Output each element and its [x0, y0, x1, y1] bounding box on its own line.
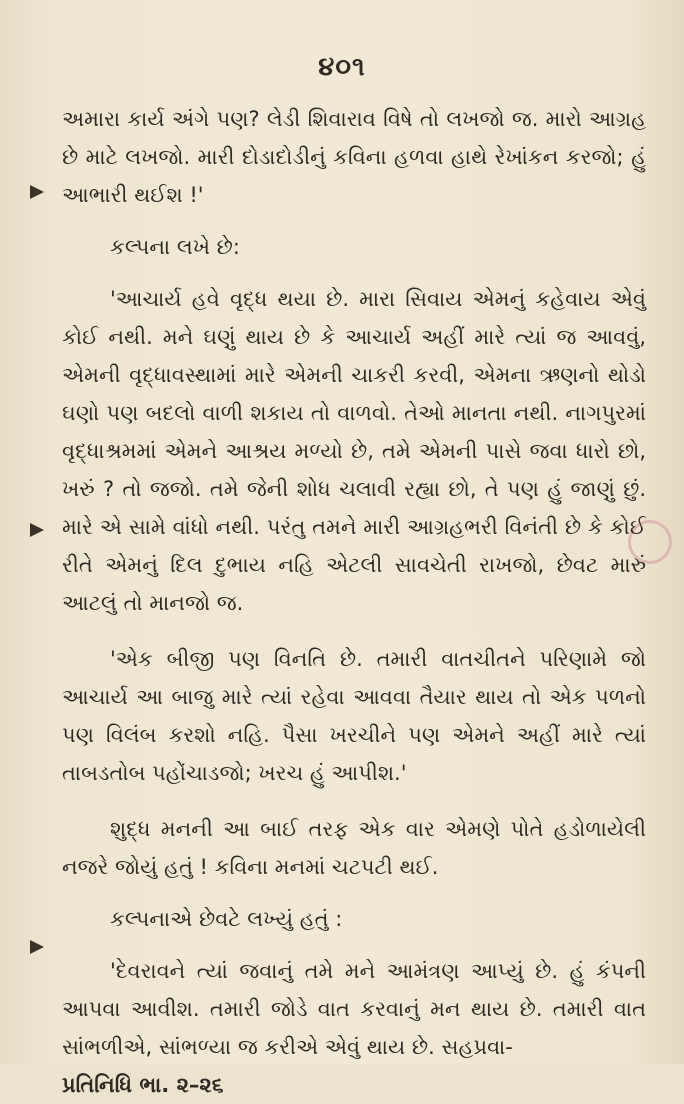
paragraph-7: 'દેવરાવને ત્યાં જવાનું તમે મને આમંત્રણ આપ્યું છે. હું કંપની આપવા આવીશ. તમારી જોડે વાત કરવાનું મન થાય છે. તમારી વાત સાંભળીએ, સાંભળ્યા જ કરીએ એવું થાય છે. સહપ્રવા- — [62, 959, 646, 1059]
page-number: ૪૦૧ — [318, 52, 366, 82]
body-text — [62, 100, 646, 1104]
paragraph-5: શુદ્ધ મનની આ બાઈ તરફ એક વાર એમણે પોતે હડોળાયેલી નજરે જોયું હતું ! કવિના મનમાં ચટપટી થઈ. — [62, 817, 646, 879]
left-margin-arrow-icon — [30, 523, 44, 537]
paragraph-1: અમારા કાર્ય અંગે પણ? લેડી શિવારાવ વિષે તો લખજો જ. મારો આગ્રહ છે માટે લખજો. મારી દોડાદોડીનું કવિના હળવા હાથે રેખાંકન કરજો; હું આભારી થઈશ !' — [62, 107, 646, 207]
page-signature: પ્રતિનિધિ ભા. ૨–૨૬ — [62, 1073, 224, 1097]
paragraph-2: કલ્પના લખે છે: — [110, 235, 240, 259]
left-margin-arrow-icon — [30, 940, 44, 954]
paragraph-4: 'એક બીજી પણ વિનતિ છે. તમારી વાતચીતને પરિણામે જો આચાર્ય આ બાજુ મારે ત્યાં રહેવા આવવા તૈયાર થાય તો એક પળનો પણ વિલંબ કરશો નહિ. પૈસા ખરચીને પણ એમને અહીં મારે ત્યાં તાબડતોબ પહોંચાડજો; ખરચ હું આપીશ.' — [62, 647, 646, 785]
left-margin-arrow-icon — [30, 185, 44, 199]
paragraph-6: કલ્પનાએ છેવટે લખ્યું હતું : — [110, 907, 343, 931]
paragraph-3: 'આચાર્ય હવે વૃદ્ધ થયા છે. મારા સિવાય એમનું કહેવાય એવું કોઈ નથી. મને ઘણું થાય છે કે આચાર્ય અહીં મારે ત્યાં જ આવવું, એમની વૃદ્ધાવસ્થામાં મારે એમની ચાકરી કરવી, એમના ઋણનો થોડો ઘણો પણ બદલો વાળી શકાય તો વાળવો. તેઓ માનતા નથી. નાગપુરમાં વૃદ્ધાશ્રમમાં એમને આશ્રય મળ્યો છે, તમે એમની પાસે જવા ધારો છો, ખરું ? તો જજો. તમે જેની શોધ ચલાવી રહ્યા છો, તે પણ હું જાણું છું. મારે એ સામે વાંધો નથી. પરંતુ તમને મારી આગ્રહભરી વિનંતી છે કે કોઈ રીતે એમનું દિલ દુભાય નહિ એટલી સાવચેતી રાખજો, છેવટ મારું આટલું તો માનજો જ. — [62, 287, 646, 615]
